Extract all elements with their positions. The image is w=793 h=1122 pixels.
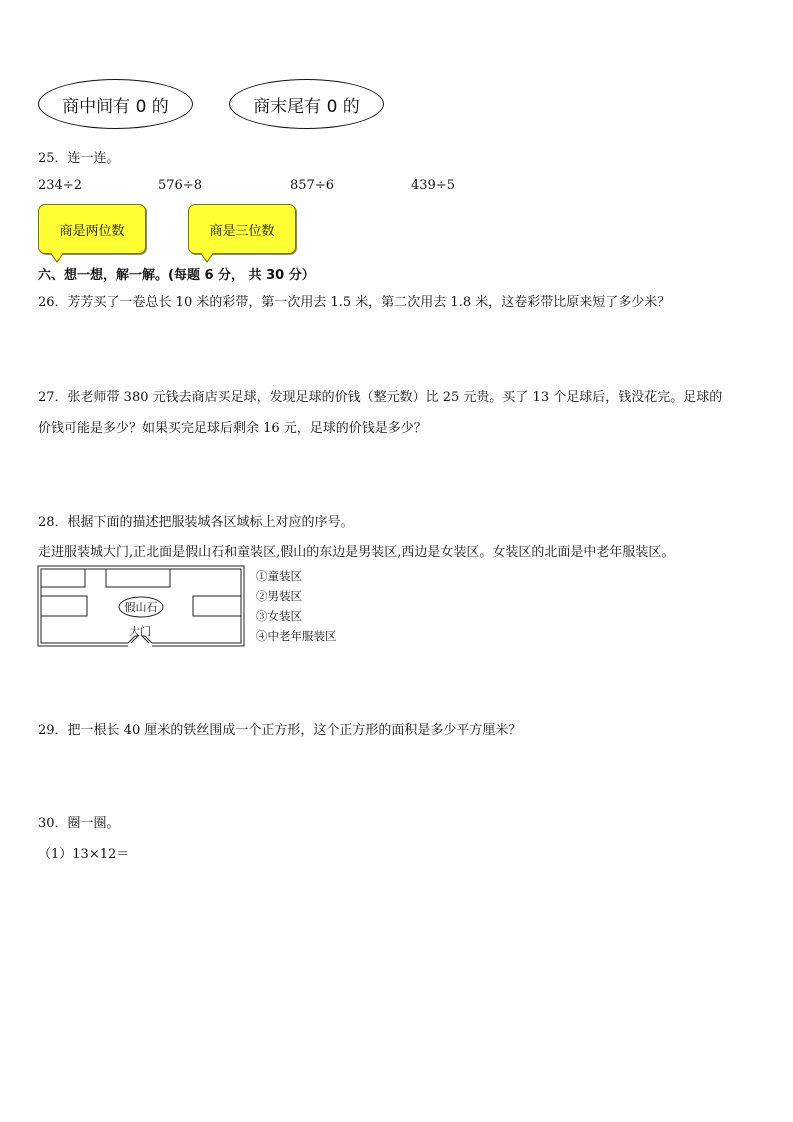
q28-title: 28．根据下面的描述把服装城各区域标上对应的序号。 (38, 515, 354, 530)
q27-line-2: 价钱可能是多少？如果买完足球后剩余 16 元，足球的价钱是多少？ (38, 421, 427, 436)
q25-expression-3: 857÷6 (290, 178, 334, 193)
q25-title: 25．连一连。 (38, 151, 120, 166)
legend-item-2: ②男装区 (256, 589, 302, 603)
callout-label: 商是两位数 (59, 223, 125, 239)
map-room-east (193, 596, 241, 616)
callout-three-digit-quotient (188, 204, 296, 254)
q29-text: 29．把一根长 40 厘米的铁丝围成一个正方形，这个正方形的面积是多少平方厘米？ (38, 723, 522, 738)
map-gate-label: 大门 (129, 625, 151, 638)
q25-expression-1: 234÷2 (38, 178, 82, 193)
map-gate-gap (128, 640, 152, 649)
oval-label: 商中间有 0 的 (62, 96, 169, 117)
q30-title: 30．圈一圈。 (38, 816, 120, 831)
map-rockery-label: 假山石 (124, 601, 158, 614)
map-room-north-center (106, 569, 170, 587)
legend-item-3: ③女装区 (256, 609, 302, 623)
q25-expression-4: 439÷5 (411, 178, 455, 193)
section-6-title: 六、想一想，解一解。(每题 6 分， 共 30 分） (38, 268, 315, 283)
legend-item-4: ④中老年服装区 (256, 629, 337, 643)
map-room-west (41, 596, 87, 616)
q26-text: 26．芳芳买了一卷总长 10 米的彩带，第一次用去 1.5 米，第二次用去 1.8 米，这卷彩带比原来短了多少米？ (38, 295, 671, 310)
callout-tail-fill (51, 253, 63, 261)
legend-item-1: ①童装区 (256, 569, 302, 583)
callout-tail-fill (201, 253, 213, 261)
map-room-north-west (41, 569, 85, 587)
callout-label: 商是三位数 (209, 223, 275, 239)
callout-two-digit-quotient (38, 204, 146, 254)
q27-line-1: 27．张老师带 380 元钱去商店买足球，发现足球的价钱（整元数）比 25 元贵。买了 13 个足球后，钱没花完。足球的 (38, 390, 723, 405)
q25-expression-2: 576÷8 (158, 178, 202, 193)
q30-item-1: （1）13×12＝ (38, 847, 130, 862)
clothing-mall-map (36, 564, 248, 650)
oval-label: 商末尾有 0 的 (253, 96, 360, 117)
oval-quotient-middle-zero (38, 79, 193, 129)
oval-quotient-end-zero (229, 79, 384, 129)
q28-description: 走进服装城大门,正北面是假山石和童装区,假山的东边是男装区,西边是女装区。女装区的北面是中老年服装区。 (38, 545, 675, 560)
